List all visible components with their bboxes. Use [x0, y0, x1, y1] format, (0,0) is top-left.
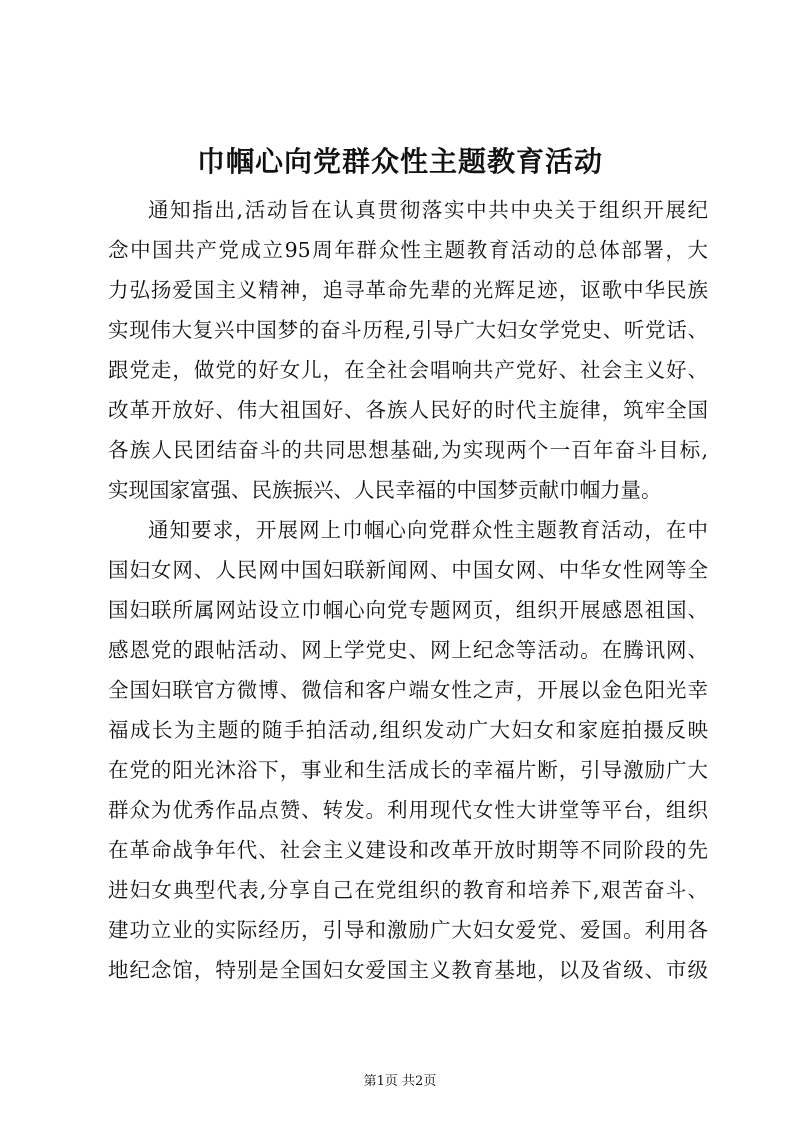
paragraph-1-line-3: 力弘扬爱国主义精神，追寻革命先辈的光辉足迹，讴歌中华民族 — [108, 278, 708, 302]
paragraph-2-line-2: 国妇女网、人民网中国妇联新闻网、中国女网、中华女性网等全 — [108, 558, 708, 582]
paragraph-2-line-12: 地纪念馆，特别是全国妇女爱国主义教育基地，以及省级、市级 — [108, 958, 708, 982]
paragraph-2-line-7: 在党的阳光沐浴下，事业和生活成长的幸福片断，引导激励广大 — [108, 758, 708, 782]
paragraph-1-line-1: 通知指出,活动旨在认真贯彻落实中共中央关于组织开展纪 — [148, 198, 708, 222]
paragraph-2-line-4: 感恩党的跟帖活动、网上学党史、网上纪念等活动。在腾讯网、 — [108, 638, 708, 662]
paragraph-2-line-3: 国妇联所属网站设立巾帼心向党专题网页，组织开展感恩祖国、 — [108, 598, 708, 622]
document-title: 巾帼心向党群众性主题教育活动 — [196, 145, 603, 178]
paragraph-2-line-9: 在革命战争年代、社会主义建设和改革开放时期等不同阶段的先 — [108, 838, 708, 862]
paragraph-2-line-11: 建功立业的实际经历，引导和激励广大妇女爱党、爱国。利用各 — [108, 918, 708, 942]
paragraph-2-line-1: 通知要求，开展网上巾帼心向党群众性主题教育活动，在中 — [148, 518, 708, 542]
page-footer: 第1页 共2页 — [363, 1074, 437, 1089]
paragraph-1-line-2: 念中国共产党成立95周年群众性主题教育活动的总体部署，大 — [108, 238, 708, 262]
paragraph-2-line-5: 全国妇联官方微博、微信和客户端女性之声，开展以金色阳光幸 — [108, 678, 708, 702]
paragraph-1-line-8: 实现国家富强、民族振兴、人民幸福的中国梦贡献巾帼力量。 — [108, 478, 662, 502]
paragraph-2-line-10: 进妇女典型代表,分享自己在党组织的教育和培养下,艰苦奋斗、 — [108, 878, 708, 902]
paragraph-1-line-4: 实现伟大复兴中国梦的奋斗历程,引导广大妇女学党史、听党话、 — [108, 318, 708, 342]
paragraph-2-line-6: 福成长为主题的随手拍活动,组织发动广大妇女和家庭拍摄反映 — [108, 718, 708, 742]
paragraph-1-line-6: 改革开放好、伟大祖国好、各族人民好的时代主旋律，筑牢全国 — [108, 398, 708, 422]
paragraph-1-line-7: 各族人民团结奋斗的共同思想基础,为实现两个一百年奋斗目标, — [108, 438, 708, 462]
paragraph-1-line-5: 跟党走，做党的好女儿，在全社会唱响共产党好、社会主义好、 — [108, 358, 708, 382]
paragraph-2-line-8: 群众为优秀作品点赞、转发。利用现代女性大讲堂等平台，组织 — [108, 798, 708, 822]
